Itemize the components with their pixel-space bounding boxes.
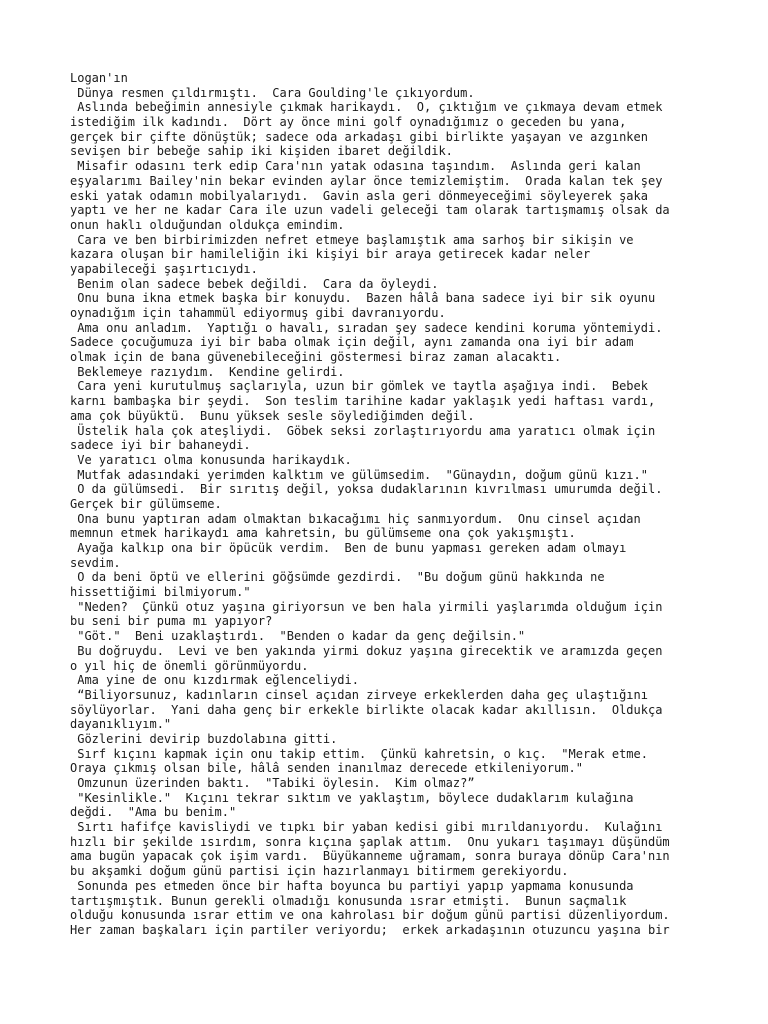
paragraph-line: Gerçek bir gülümseme. — [70, 496, 222, 511]
paragraph-line: olmak için de bana güvenebileceğini göstermesi biraz zaman alacaktı. — [70, 350, 562, 365]
paragraph-line: oynadığım için tahammül ediyormuş gibi davranıyordu. — [70, 306, 446, 320]
paragraph-line: Üstelik hala çok ateşliydi. Göbek seksi zorlaştırıyordu ama yaratıcı olmak için — [70, 423, 656, 438]
paragraph-line: Ama yine de onu kızdırmak eğlenceliydi. — [70, 673, 359, 688]
paragraph-line: tartışmıştık. Bunun gerekli olmadığı konusunda ısrar etmişti. Bunun saçmalık — [70, 893, 627, 908]
paragraph-line: yapabileceği şaşırtıcıydı. — [70, 261, 258, 276]
paragraph-line: Mutfak adasındaki yerimden kalktım ve gülümsedim. "Günaydın, doğum günü kızı." — [70, 467, 648, 482]
paragraph-line: Benim olan sadece bebek değildi. Cara da öyleydi. — [70, 276, 439, 291]
paragraph-line: Onu buna ikna etmek başka bir konuydu. Bazen hâlâ bana sadece iyi bir sik oyunu — [70, 291, 656, 306]
paragraph-line: söylüyorlar. Yani daha genç bir erkekle birlikte olacak kadar akıllısın. Oldukça — [70, 702, 663, 717]
paragraph-line: O da gülümsedi. Bir sırıtış değil, yoksa dudaklarının kıvrılması umurumda değil. — [70, 482, 663, 497]
paragraph-line: Sırf kıçını kapmak için onu takip ettim. Çünkü kahretsin, o kıç. "Merak etme. — [70, 746, 648, 761]
document-body-text — [70, 71, 710, 938]
paragraph-line: ama çok büyüktü. Bunu yüksek sesle söylediğimden değil. — [70, 408, 475, 423]
paragraph-line: karnı bambaşka bir şeydi. Son teslim tarihine kadar yaklaşık yedi haftası vardı, — [70, 394, 656, 409]
paragraph-line: Sırtı hafifçe kavisliydi ve tıpkı bir yaban kedisi gibi mırıldanıyordu. Kulağını — [70, 820, 663, 835]
paragraph-line: Sadece çocuğumuza iyi bir baba olmak için değil, aynı zamanda ona iyi bir adam — [70, 335, 634, 350]
paragraph-line: onun haklı olduğundan oldukça emindim. — [70, 217, 345, 232]
paragraph-line: sadece iyi bir bahaneydi. — [70, 438, 251, 453]
paragraph-line: Ve yaratıcı olma konusunda harikaydık. — [70, 452, 352, 467]
paragraph-line: Ama onu anladım. Yaptığı o havalı, sıradan şey sadece kendini koruma yöntemiydi. — [70, 320, 663, 335]
paragraph-line: Cara yeni kurutulmuş saçlarıyla, uzun bir gömlek ve taytla aşağıya indi. Bebek — [70, 379, 648, 394]
paragraph-line: yaptı ve her ne kadar Cara ile uzun vadeli geleceği tam olarak tartışmamış olsak da — [70, 203, 670, 218]
paragraph-line: Gözlerini devirip buzdolabına gitti. — [70, 731, 338, 746]
paragraph-line: Ona bunu yaptıran adam olmaktan bıkacağımı hiç sanmıyordum. Onu cinsel açıdan — [70, 511, 641, 526]
paragraph-line: Her zaman başkaları için partiler veriyordu; erkek arkadaşının otuzuncu yaşına bir — [70, 922, 670, 937]
paragraph-line: sevdim. — [70, 555, 121, 570]
paragraph-line: Misafir odasını terk edip Cara'nın yatak odasına taşındım. Aslında geri kalan — [70, 159, 641, 174]
paragraph-line: Sonunda pes etmeden önce bir hafta boyunca bu partiyi yapıp yapmama konusunda — [70, 878, 634, 893]
paragraph-line: gerçek bir çifte dönüştük; sadece oda arkadaşı gibi birlikte yaşayan ve azgınken — [70, 129, 648, 144]
paragraph-line: Beklemeye razıydım. Kendine gelirdi. — [70, 364, 345, 379]
paragraph-line: Omzunun üzerinden baktı. "Tabiki öylesin. Kim olmaz?” — [70, 776, 475, 790]
paragraph-line: Dünya resmen çıldırmıştı. Cara Goulding'le çıkıyordum. — [70, 85, 475, 100]
paragraph-line: Bu doğruydu. Levi ve ben yakında yirmi dokuz yaşına girecektik ve aramızda geçen — [70, 643, 663, 658]
paragraph-line: o yıl hiç de önemli görünmüyordu. — [70, 658, 309, 673]
paragraph-line: O da beni öptü ve ellerini göğsümde gezdirdi. "Bu doğum günü hakkında ne — [70, 570, 605, 585]
paragraph-line: olduğu konusunda ısrar ettim ve ona kahrolası bir doğum günü partisi düzenliyordum. — [70, 908, 670, 923]
paragraph-line: Ayağa kalkıp ona bir öpücük verdim. Ben de bunu yapması gereken adam olmayı — [70, 541, 627, 555]
paragraph-line: memnun etmek harikaydı ama kahretsin, bu gülümseme ona çok yakışmıştı. — [70, 526, 576, 541]
paragraph-line: ama bugün yapacak çok işim vardı. Büyükanneme uğramam, sonra buraya dönüp Cara'nın — [70, 849, 670, 864]
paragraph-line: "Neden? Çünkü otuz yaşına giriyorsun ve ben hala yirmili yaşlarımda olduğum için — [70, 599, 663, 614]
paragraph-line: hızlı bir şekilde ısırdım, sonra kıçına şaplak attım. Onu yukarı taşımayı düşündüm — [70, 834, 670, 849]
paragraph-line: Cara ve ben birbirimizden nefret etmeye başlamıştık ama sarhoş bir sikişin ve — [70, 232, 634, 247]
paragraph-line: sevişen bir bebeğe sahip iki kişiden ibaret değildik. — [70, 144, 453, 159]
paragraph-line: dayanıklıyım." — [70, 717, 172, 732]
paragraph-line: "Kesinlikle." Kıçını tekrar sıktım ve yaklaştım, böylece dudaklarım kulağına — [70, 790, 634, 805]
paragraph-line: eşyalarımı Bailey'nin bekar evinden aylar önce temizlemiştim. Orada kalan tek şey — [70, 173, 663, 188]
paragraph-line: Oraya çıkmış olsan bile, hâlâ senden inanılmaz derecede etkileniyorum." — [70, 761, 583, 776]
paragraph-line: bu akşamki doğum günü partisi için hazırlanmayı bitirmem gerekiyordu. — [70, 864, 569, 879]
paragraph-line: Aslında bebeğimin annesiyle çıkmak harikaydı. O, çıktığım ve çıkmaya devam etmek — [70, 100, 663, 115]
chapter-heading: Logan'ın — [70, 71, 128, 85]
paragraph-line: kazara oluşan bir hamileliğin iki kişiyi bir araya getirecek kadar neler — [70, 247, 591, 262]
paragraph-line: istediğim ilk kadındı. Dört ay önce mini golf oynadığımız o geceden bu yana, — [70, 115, 627, 130]
paragraph-line: eski yatak odamın mobilyalarıydı. Gavin asla geri dönmeyeceğimi söyleyerek şaka — [70, 188, 648, 203]
paragraph-line: bu seni bir puma mı yapıyor? — [70, 614, 273, 629]
paragraph-line: “Biliyorsunuz, kadınların cinsel açıdan zirveye erkeklerden daha geç ulaştığını — [70, 687, 648, 702]
paragraph-line: "Göt." Beni uzaklaştırdı. "Benden o kadar da genç değilsin." — [70, 629, 526, 644]
paragraph-line: hissettiğimi bilmiyorum." — [70, 585, 251, 600]
paragraph-line: değdi. "Ama bu benim." — [70, 805, 237, 820]
